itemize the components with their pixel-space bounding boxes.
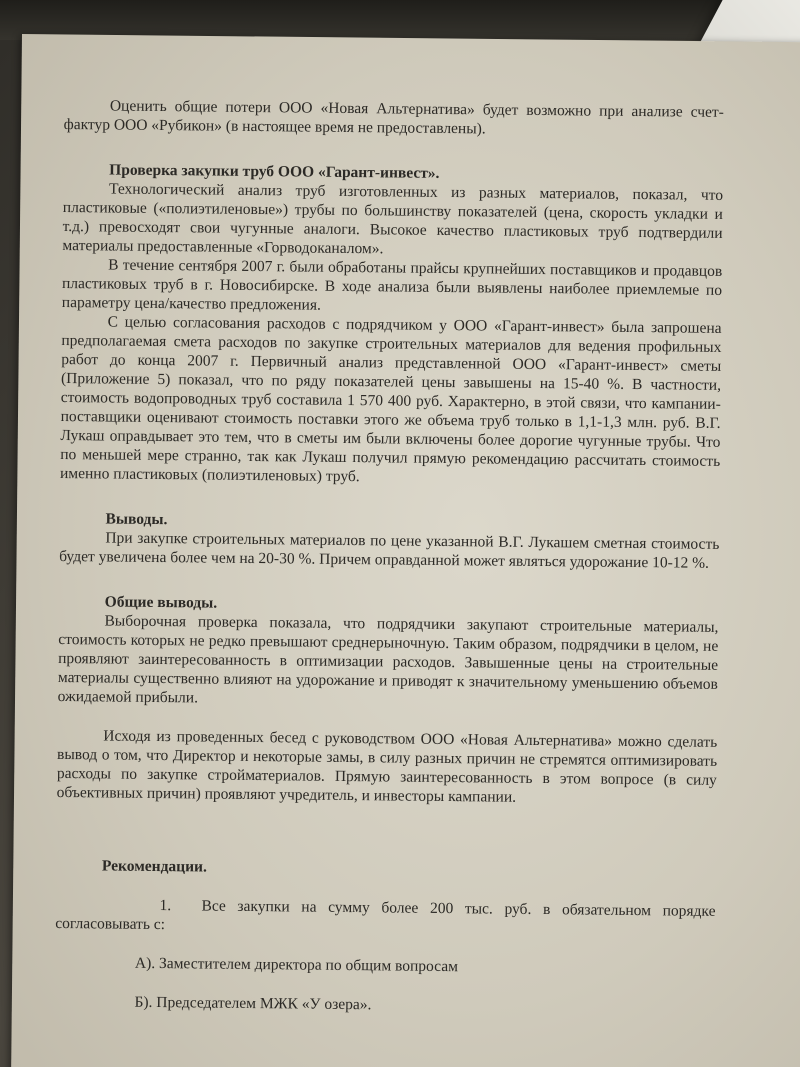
section-heading-pipe-check: Проверка закупки труб ООО «Гарант-инвест». [109, 161, 440, 182]
intro-paragraph: Оценить общие потери ООО «Новая Альтернатива» будет возможно при анализе счет-фактур ООО «Рубикон» (в настоящее время не предоставлены). [63, 97, 724, 138]
recommendation-text: Все закупки на сумму более 200 тыс. руб. в обязательном порядке согласовывать с: [55, 897, 716, 934]
section-heading-general-conclusions: Общие выводы. [104, 593, 218, 612]
paragraph-general-2: Исходя из проведенных бесед с руководством ООО «Новая Альтернатива» можно сделать вывод о том, что Директор и некоторые замы, в силу разных причин не стремятся оптимизировать расходы по закупке стройматериалов. Прямую заинтересованность в этом вопросе (в силу объективных причин) проявляют учредитель, и инвесторы кампании. [56, 727, 718, 806]
desk-shadow [0, 0, 800, 40]
recommendation-number: 1. [159, 897, 172, 915]
section-heading-conclusions: Выводы. [105, 510, 168, 529]
paragraph-tech-analysis: Технологический анализ труб изготовленных из разных материалов, показал, что пластиковые («полиэтиленовые») трубы по большинству показателей (цена, скорость укладки и т.д.) превосходят свои чугунные аналоги. Высокое качество пластиковых труб подтвердили материалы предоставленные «Горводоканалом». [62, 180, 724, 258]
paragraph-estimate: С целью согласования расходов с подрядчиком у ООО «Гарант-инвест» была запрошена предполагаемая смета расходов по закупке строительных материалов для ведения профильных работ до конца 2007 г. Первичный анализ представленной ООО «Гарант-инвест» сметы (Приложение 5) показал, что по ряду показателей цены завышены на 15-40 %. В частности, стоимость водопроводных труб составила 1 570 400 руб. Характерно, в этой связи, что кампании- поставщики оценивают стоимость поставки этого же объема труб только в 1,1-1,3 млн. руб. В.Г. Лукаш оправдывает это тем, что в сметы им были включены более дорогие чугунные трубы. Что по меньшей мере странно, так как Лукаш получил прямую рекомендацию рассчитать стоимость именно пластиковых (полиэтиленовых) труб. [59, 313, 722, 486]
document-text [54, 96, 724, 1018]
recommendation-item-1 [55, 895, 715, 940]
section-heading-recommendations: Рекомендации. [101, 857, 207, 876]
recommendation-sub-a: А). Заместителем директора по общим вопросам [134, 954, 459, 976]
recommendation-sub-b: Б). Председателем МЖК «У озера». [134, 993, 372, 1014]
paragraph-price-lists: В течение сентября 2007 г. были обработаны прайсы крупнейших поставщиков и продавцов пластиковых труб в г. Новосибирске. В ходе анализа были выявлены наиболее приемлемые по параметру цена/качество предложения. [61, 256, 723, 314]
paragraph-conclusions: При закупке строительных материалов по цене указанной В.Г. Лукашем сметная стоимость будет увеличена более чем на 20-30 %. Причем оправданной может являться удорожание 10-12 %. [59, 529, 720, 572]
paragraph-general-1: Выборочная проверка показала, что подрядчики закупают строительные материалы, стоимость которых не редко превышают среднерыночную. Таким образом, подрядчики в целом, не проявляют заинтересованность в оптимизации расходов. Завышенные цены на строительные материалы существенно влияют на удорожание и приводят к значительному уменьшению объемов ожидаемой прибыли. [57, 612, 719, 707]
